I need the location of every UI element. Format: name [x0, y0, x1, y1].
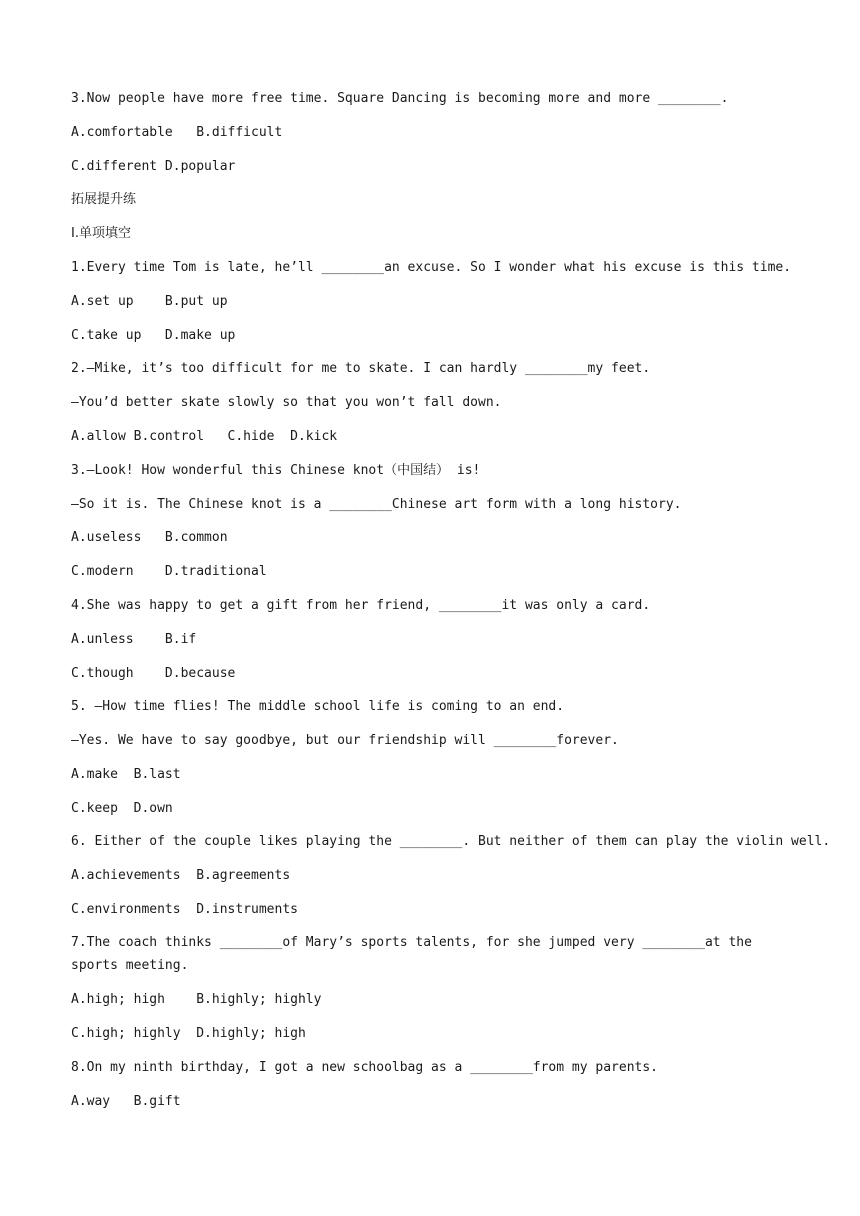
- question-1: 1.Every time Tom is late, he’ll ________an excuse. So I wonder what his excuse is this time.: [71, 260, 792, 275]
- question-7: 7.The coach thinks ________of Mary’s sports talents, for she jumped very ________at the sports meeting.: [71, 935, 752, 973]
- subsection-title: Ⅰ.单项填空: [71, 226, 131, 241]
- options-line: C.though D.because: [71, 666, 236, 681]
- dialogue-line: —You’d better skate slowly so that you won’t fall down.: [71, 395, 502, 410]
- options-line: A.achievements B.agreements: [71, 868, 291, 883]
- question-8: 8.On my ninth birthday, I got a new schoolbag as a ________from my parents.: [71, 1060, 658, 1075]
- options-line: A.make B.last: [71, 767, 181, 782]
- options-line: C.keep D.own: [71, 801, 173, 816]
- options-line: C.environments D.instruments: [71, 902, 298, 917]
- options-line: A.way B.gift: [71, 1094, 181, 1109]
- dialogue-line: —So it is. The Chinese knot is a ________Chinese art form with a long history.: [71, 497, 682, 512]
- options-line: C.different D.popular: [71, 159, 236, 174]
- question-6: 6. Either of the couple likes playing the ________. But neither of them can play the violin well.: [71, 834, 831, 849]
- options-line: C.high; highly D.highly; high: [71, 1026, 306, 1041]
- question-3-prev: 3.Now people have more free time. Square Dancing is becoming more and more ________.: [71, 91, 729, 106]
- options-line: A.unless B.if: [71, 632, 197, 647]
- section-title: 拓展提升练: [71, 192, 137, 207]
- question-4: 4.She was happy to get a gift from her friend, ________it was only a card.: [71, 598, 651, 613]
- options-line: A.set up B.put up: [71, 294, 228, 309]
- question-3: 3.—Look! How wonderful this Chinese knot（中国结） is!: [71, 463, 481, 478]
- options-line: A.useless B.common: [71, 530, 228, 545]
- options-line: A.comfortable B.difficult: [71, 125, 283, 140]
- question-5: 5. —How time flies! The middle school life is coming to an end.: [71, 699, 565, 714]
- question-2: 2.—Mike, it’s too difficult for me to skate. I can hardly ________my feet.: [71, 361, 651, 376]
- options-line: A.allow B.control C.hide D.kick: [71, 429, 338, 444]
- options-line: C.take up D.make up: [71, 328, 236, 343]
- options-line: A.high; high B.highly; highly: [71, 992, 322, 1007]
- options-line: C.modern D.traditional: [71, 564, 267, 579]
- dialogue-line: —Yes. We have to say goodbye, but our friendship will ________forever.: [71, 733, 619, 748]
